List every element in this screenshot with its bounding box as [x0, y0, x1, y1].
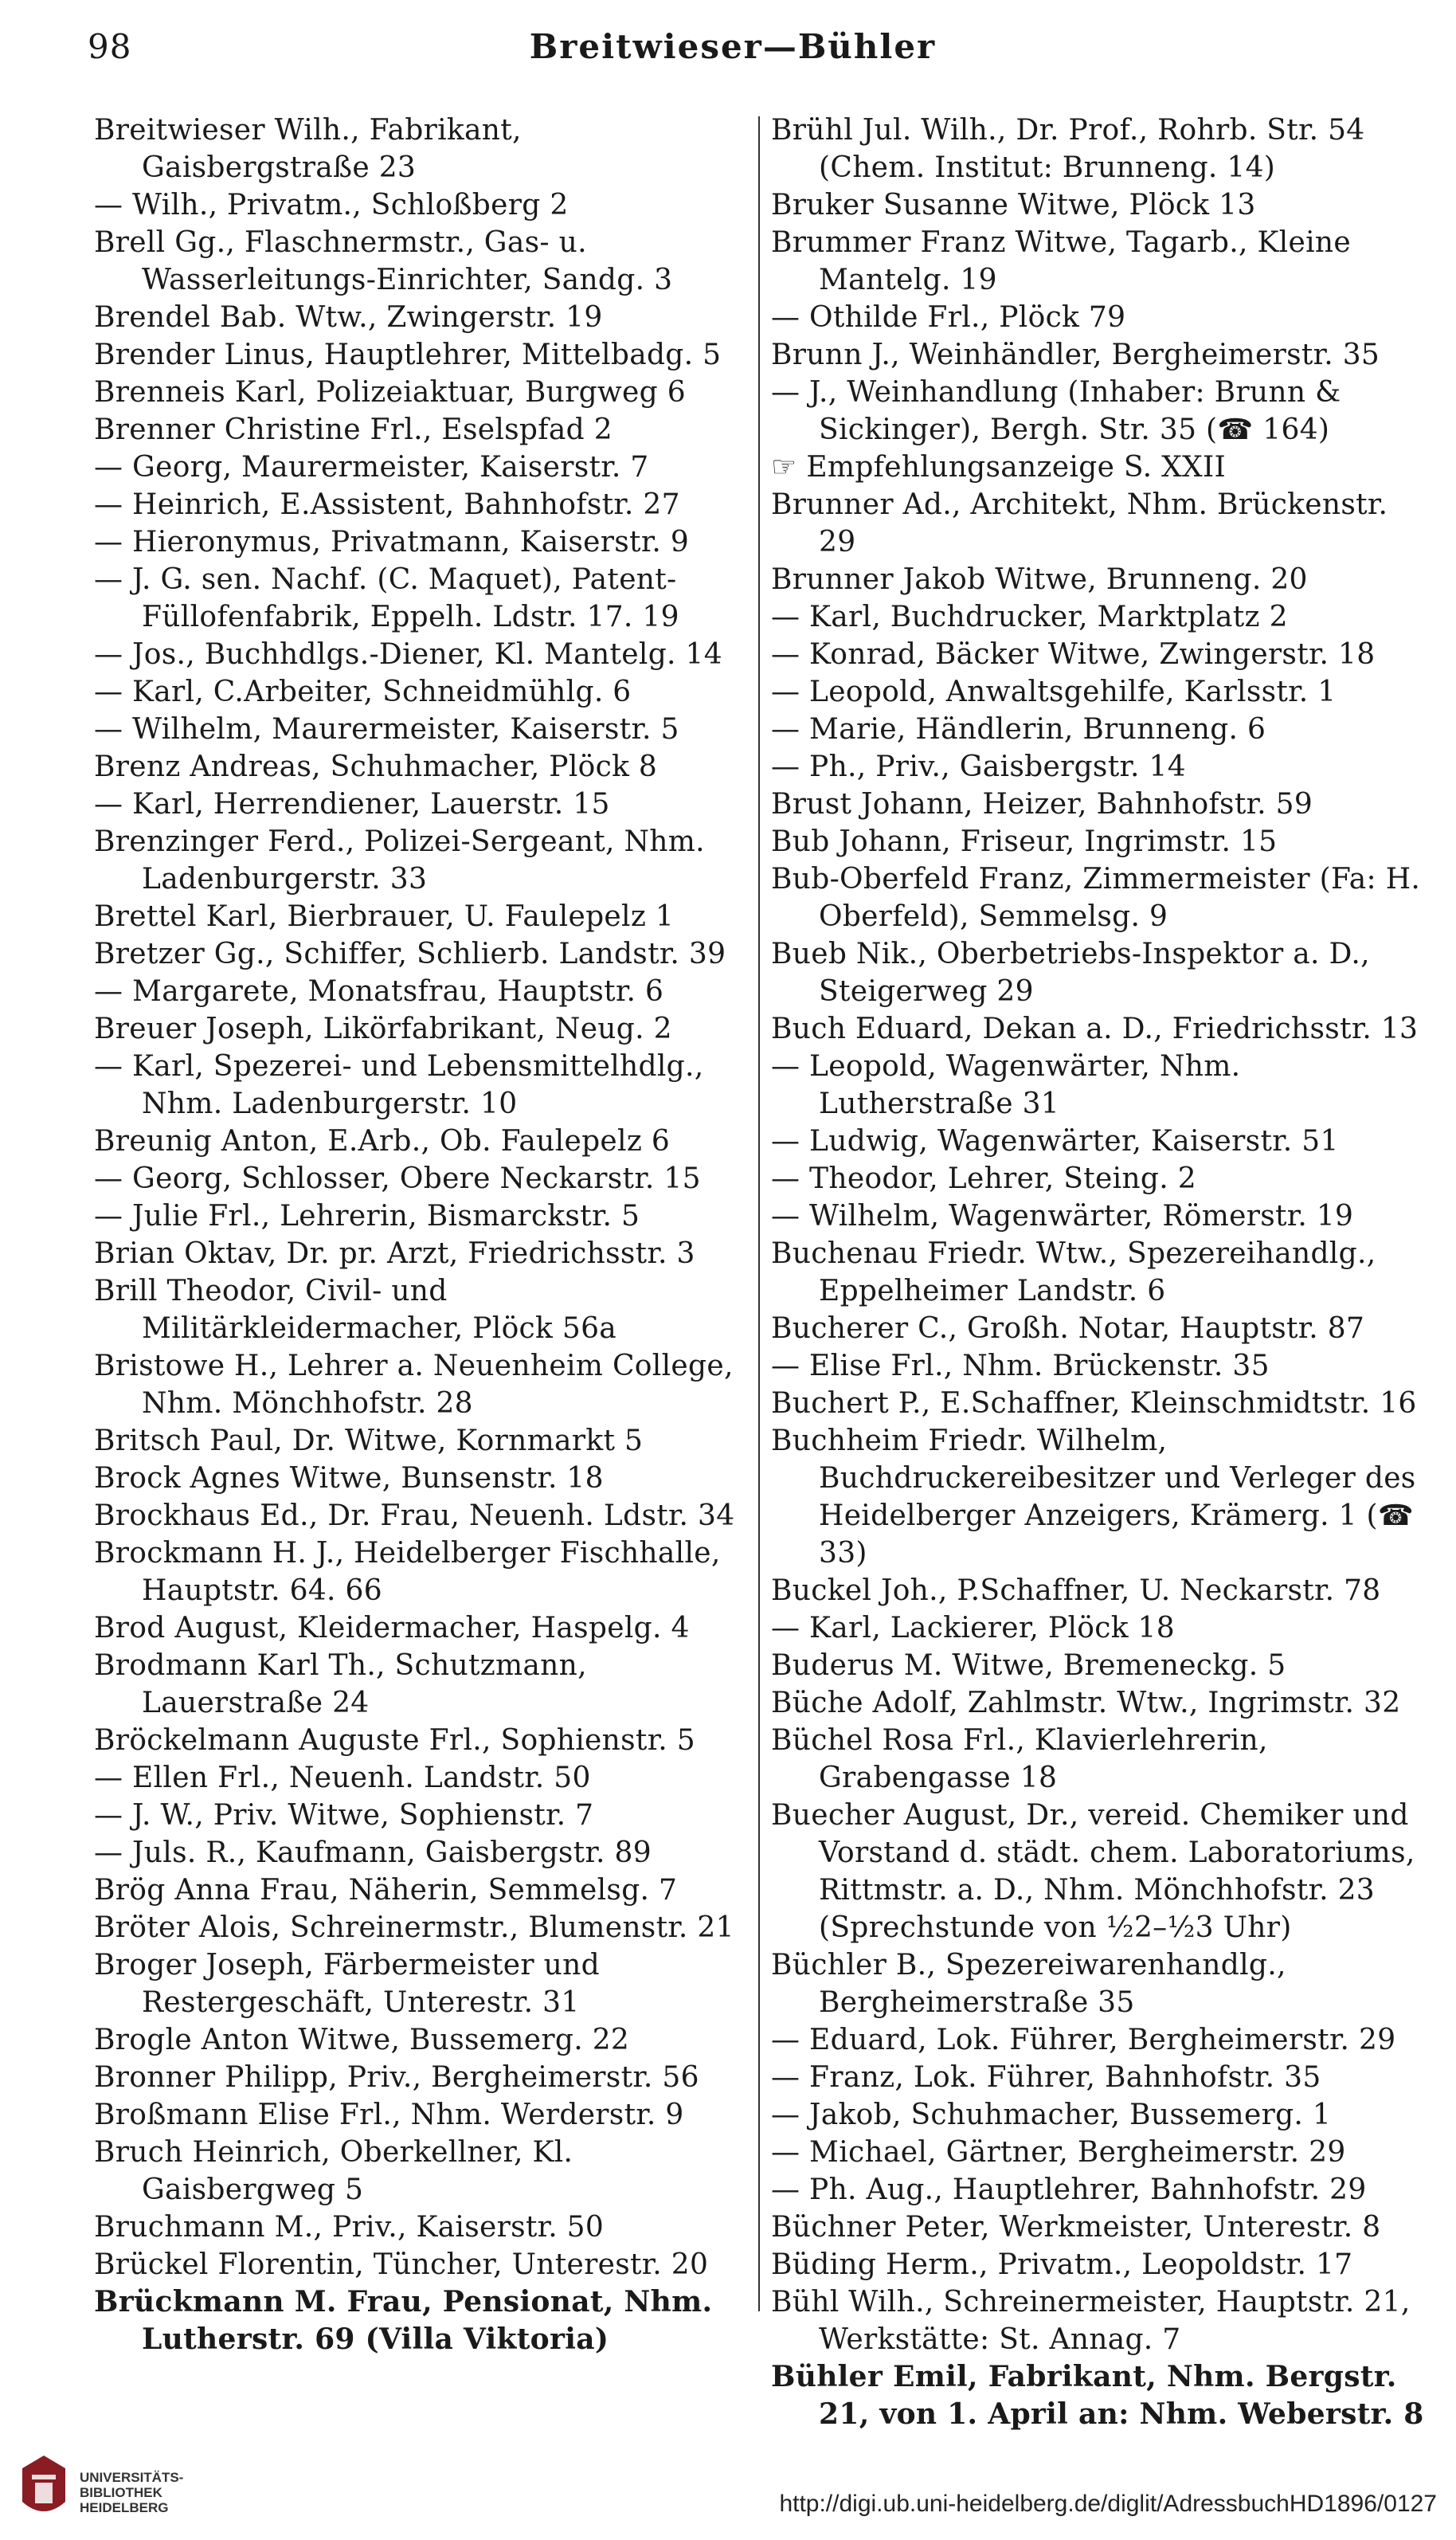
- directory-entry: Brian Oktav, Dr. pr. Arzt, Friedrichsstr. 3: [94, 1237, 695, 1270]
- directory-entry: — Hieronymus, Privatmann, Kaiserstr. 9: [94, 526, 690, 559]
- directory-entry: Bucherer C., Großh. Notar, Hauptstr. 87: [771, 1312, 1365, 1345]
- directory-entry: — Michael, Gärtner, Bergheimerstr. 29: [771, 2136, 1346, 2169]
- directory-entry: Bühler Emil, Fabrikant, Nhm. Bergstr. 21, von 1. April an: Nhm. Weberstr. 8: [771, 2360, 1424, 2431]
- directory-entry: — Karl, Buchdrucker, Marktplatz 2: [771, 601, 1288, 633]
- directory-entry: — Leopold, Anwaltsgehilfe, Karlsstr. 1: [771, 676, 1337, 708]
- directory-entry: — J. G. sen. Nachf. (C. Maquet), Patent-Füllofenfabrik, Eppelh. Ldstr. 17. 19: [94, 563, 679, 633]
- directory-entry: Brockmann H. J., Heidelberger Fischhalle, Hauptstr. 64. 66: [94, 1537, 721, 1607]
- directory-entry: — Ph. Aug., Hauptlehrer, Bahnhofstr. 29: [771, 2174, 1367, 2206]
- page-number: 98: [88, 27, 132, 66]
- directory-entry: Buecher August, Dr., vereid. Chemiker und Vorstand d. städt. chem. Laboratoriums, Rittmstr. a. D., Nhm. Mönchhofstr. 23 (Sprechstunde von ½2–½3 Uhr): [771, 1799, 1415, 1944]
- left-column: [94, 112, 747, 2358]
- directory-entry: Brock Agnes Witwe, Bunsenstr. 18: [94, 1462, 604, 1495]
- directory-entry: — Ellen Frl., Neuenh. Landstr. 50: [94, 1762, 591, 1794]
- directory-entry: Brettel Karl, Bierbrauer, U. Faulepelz 1: [94, 900, 675, 933]
- directory-entry: Brenzinger Ferd., Polizei-Sergeant, Nhm. Ladenburgerstr. 33: [94, 825, 705, 896]
- directory-entry: Buchenau Friedr. Wtw., Spezereihandlg., Eppelheimer Landstr. 6: [771, 1237, 1376, 1307]
- directory-entry: Buderus M. Witwe, Bremeneckg. 5: [771, 1649, 1286, 1682]
- directory-entry: — Elise Frl., Nhm. Brückenstr. 35: [771, 1350, 1270, 1382]
- directory-entry: — Karl, Lackierer, Plöck 18: [771, 1612, 1175, 1644]
- directory-entry: — Marie, Händlerin, Brunneng. 6: [771, 713, 1266, 746]
- directory-entry: — Heinrich, E.Assistent, Bahnhofstr. 27: [94, 488, 680, 521]
- directory-entry: — Othilde Frl., Plöck 79: [771, 301, 1126, 334]
- directory-entry: Broßmann Elise Frl., Nhm. Werderstr. 9: [94, 2099, 684, 2131]
- directory-entry: — Juls. R., Kaufmann, Gaisbergstr. 89: [94, 1836, 652, 1869]
- library-name-line: UNIVERSITÄTS-: [80, 2470, 184, 2485]
- directory-entry: Brell Gg., Flaschnermstr., Gas- u. Wasserleitungs-Einrichter, Sandg. 3: [94, 226, 673, 296]
- library-name: [80, 2470, 183, 2515]
- directory-entry: Brodmann Karl Th., Schutzmann, Lauerstraße 24: [94, 1649, 587, 1719]
- directory-entry: — J. W., Priv. Witwe, Sophienstr. 7: [94, 1799, 594, 1832]
- directory-entry: Bub Johann, Friseur, Ingrimstr. 15: [771, 825, 1278, 858]
- directory-entry: Broger Joseph, Färbermeister und Restergeschäft, Unterestr. 31: [94, 1949, 600, 2019]
- directory-entry: Bretzer Gg., Schiffer, Schlierb. Landstr. 39: [94, 938, 726, 970]
- directory-entry: Bühl Wilh., Schreinermeister, Hauptstr. 21, Werkstätte: St. Annag. 7: [771, 2286, 1411, 2356]
- directory-entry: — Karl, Spezerei- und Lebensmittelhdlg., Nhm. Ladenburgerstr. 10: [94, 1050, 704, 1120]
- directory-entry: Bruch Heinrich, Oberkellner, Kl. Gaisbergweg 5: [94, 2136, 573, 2206]
- directory-entry: Brög Anna Frau, Näherin, Semmelsg. 7: [94, 1874, 678, 1907]
- directory-entry: Brendel Bab. Wtw., Zwingerstr. 19: [94, 301, 603, 334]
- directory-entry: Bruker Susanne Witwe, Plöck 13: [771, 189, 1256, 221]
- directory-entry: Brust Johann, Heizer, Bahnhofstr. 59: [771, 788, 1313, 821]
- directory-entry: Brenneis Karl, Polizeiaktuar, Burgweg 6: [94, 376, 686, 409]
- directory-entry: Brückmann M. Frau, Pensionat, Nhm. Lutherstr. 69 (Villa Viktoria): [94, 2285, 713, 2356]
- directory-entry: — Franz, Lok. Führer, Bahnhofstr. 35: [771, 2061, 1321, 2094]
- directory-entry: Brunner Jakob Witwe, Brunneng. 20: [771, 563, 1308, 596]
- directory-entry: — Eduard, Lok. Führer, Bergheimerstr. 29: [771, 2024, 1396, 2056]
- directory-entry: Buckel Joh., P.Schaffner, U. Neckarstr. 78: [771, 1574, 1381, 1607]
- directory-entry: Brogle Anton Witwe, Bussemerg. 22: [94, 2024, 630, 2056]
- directory-columns: [94, 112, 1424, 2431]
- directory-entry: Breuer Joseph, Likörfabrikant, Neug. 2: [94, 1013, 672, 1045]
- directory-entry: — Karl, C.Arbeiter, Schneidmühlg. 6: [94, 676, 632, 708]
- directory-entry: Brummer Franz Witwe, Tagarb., Kleine Mantelg. 19: [771, 226, 1351, 296]
- directory-entry: Brod August, Kleidermacher, Haspelg. 4: [94, 1612, 690, 1644]
- directory-entry: Büchel Rosa Frl., Klavierlehrerin, Grabengasse 18: [771, 1724, 1268, 1794]
- directory-entry: Bronner Philipp, Priv., Bergheimerstr. 56: [94, 2061, 699, 2094]
- directory-entry: Bruchmann M., Priv., Kaiserstr. 50: [94, 2211, 605, 2244]
- directory-entry: Brückel Florentin, Tüncher, Unterestr. 20: [94, 2248, 709, 2281]
- directory-entry: — Georg, Maurermeister, Kaiserstr. 7: [94, 451, 649, 484]
- directory-entry: — Julie Frl., Lehrerin, Bismarckstr. 5: [94, 1200, 640, 1233]
- directory-entry: Bueb Nik., Oberbetriebs-Inspektor a. D., Steigerweg 29: [771, 938, 1370, 1008]
- directory-entry: — Leopold, Wagenwärter, Nhm. Lutherstraße 31: [771, 1050, 1241, 1120]
- directory-entry: Büchler B., Spezereiwarenhandlg., Bergheimerstraße 35: [771, 1949, 1286, 2019]
- directory-entry: Brender Linus, Hauptlehrer, Mittelbadg. 5: [94, 339, 722, 371]
- directory-entry: Bröter Alois, Schreinermstr., Blumenstr. 21: [94, 1911, 734, 1944]
- directory-entry: — Ludwig, Wagenwärter, Kaiserstr. 51: [771, 1125, 1339, 1158]
- directory-entry: — Wilhelm, Maurermeister, Kaiserstr. 5: [94, 713, 679, 746]
- directory-entry: — Georg, Schlosser, Obere Neckarstr. 15: [94, 1162, 701, 1195]
- directory-entry: Buchert P., E.Schaffner, Kleinschmidtstr. 16: [771, 1387, 1417, 1420]
- directory-entry: Brunn J., Weinhändler, Bergheimerstr. 35: [771, 339, 1380, 371]
- directory-entry: Brenner Christine Frl., Eselspfad 2: [94, 414, 613, 446]
- directory-entry: Britsch Paul, Dr. Witwe, Kornmarkt 5: [94, 1425, 644, 1457]
- library-name-line: BIBLIOTHEK: [80, 2485, 162, 2500]
- directory-entry: Büding Herm., Privatm., Leopoldstr. 17: [771, 2248, 1353, 2281]
- directory-entry: — Karl, Herrendiener, Lauerstr. 15: [94, 788, 610, 821]
- directory-entry: ☞ Empfehlungsanzeige S. XXII: [771, 451, 1226, 484]
- directory-entry: Brenz Andreas, Schuhmacher, Plöck 8: [94, 751, 658, 783]
- directory-entry: — Margarete, Monatsfrau, Hauptstr. 6: [94, 975, 664, 1008]
- directory-entry: Brockhaus Ed., Dr. Frau, Neuenh. Ldstr. 34: [94, 1499, 735, 1532]
- directory-entry: Buchheim Friedr. Wilhelm, Buchdruckereibesitzer und Verleger des Heidelberger Anzeigers, Krämerg. 1 (☎ 33): [771, 1425, 1416, 1570]
- right-column: [771, 112, 1424, 2433]
- directory-entry: — Ph., Priv., Gaisbergstr. 14: [771, 751, 1186, 783]
- directory-entry: — Wilh., Privatm., Schloßberg 2: [94, 189, 569, 221]
- directory-entry: Bristowe H., Lehrer a. Neuenheim College, Nhm. Mönchhofstr. 28: [94, 1350, 734, 1420]
- directory-entry: — Wilhelm, Wagenwärter, Römerstr. 19: [771, 1200, 1354, 1233]
- directory-entry: Buch Eduard, Dekan a. D., Friedrichsstr. 13: [771, 1013, 1419, 1045]
- directory-entry: Bröckelmann Auguste Frl., Sophienstr. 5: [94, 1724, 695, 1757]
- directory-entry: — Jos., Buchhdlgs.-Diener, Kl. Mantelg. 14: [94, 638, 722, 671]
- university-library-logo-icon: [16, 2452, 72, 2524]
- directory-entry: Brühl Jul. Wilh., Dr. Prof., Rohrb. Str. 54 (Chem. Institut: Brunneng. 14): [771, 114, 1365, 184]
- page-header: [88, 27, 1378, 83]
- directory-entry: Büchner Peter, Werkmeister, Unterestr. 8: [771, 2211, 1381, 2244]
- directory-entry: Brill Theodor, Civil- und Militärkleidermacher, Plöck 56a: [94, 1275, 617, 1345]
- directory-entry: — J., Weinhandlung (Inhaber: Brunn & Sickinger), Bergh. Str. 35 (☎ 164): [771, 376, 1341, 446]
- footer: [0, 2422, 1456, 2540]
- directory-entry: — Jakob, Schuhmacher, Bussemerg. 1: [771, 2099, 1332, 2131]
- source-url-link[interactable]: http://digi.ub.uni-heidelberg.de/diglit/AdressbuchHD1896/0127: [779, 2491, 1437, 2517]
- directory-entry: Bub-Oberfeld Franz, Zimmermeister (Fa: H. Oberfeld), Semmelsg. 9: [771, 863, 1421, 933]
- directory-entry: Brunner Ad., Architekt, Nhm. Brückenstr. 29: [771, 488, 1388, 559]
- column-divider: [758, 116, 760, 2311]
- directory-entry: — Theodor, Lehrer, Steing. 2: [771, 1162, 1196, 1195]
- directory-entry: — Konrad, Bäcker Witwe, Zwingerstr. 18: [771, 638, 1376, 671]
- directory-entry: Breitwieser Wilh., Fabrikant, Gaisbergstraße 23: [94, 114, 522, 184]
- directory-entry: Breunig Anton, E.Arb., Ob. Faulepelz 6: [94, 1125, 671, 1158]
- running-head: Breitwieser—Bühler: [529, 27, 937, 66]
- directory-entry: Büche Adolf, Zahlmstr. Wtw., Ingrimstr. 32: [771, 1687, 1401, 1719]
- library-name-line: HEIDELBERG: [80, 2500, 169, 2515]
